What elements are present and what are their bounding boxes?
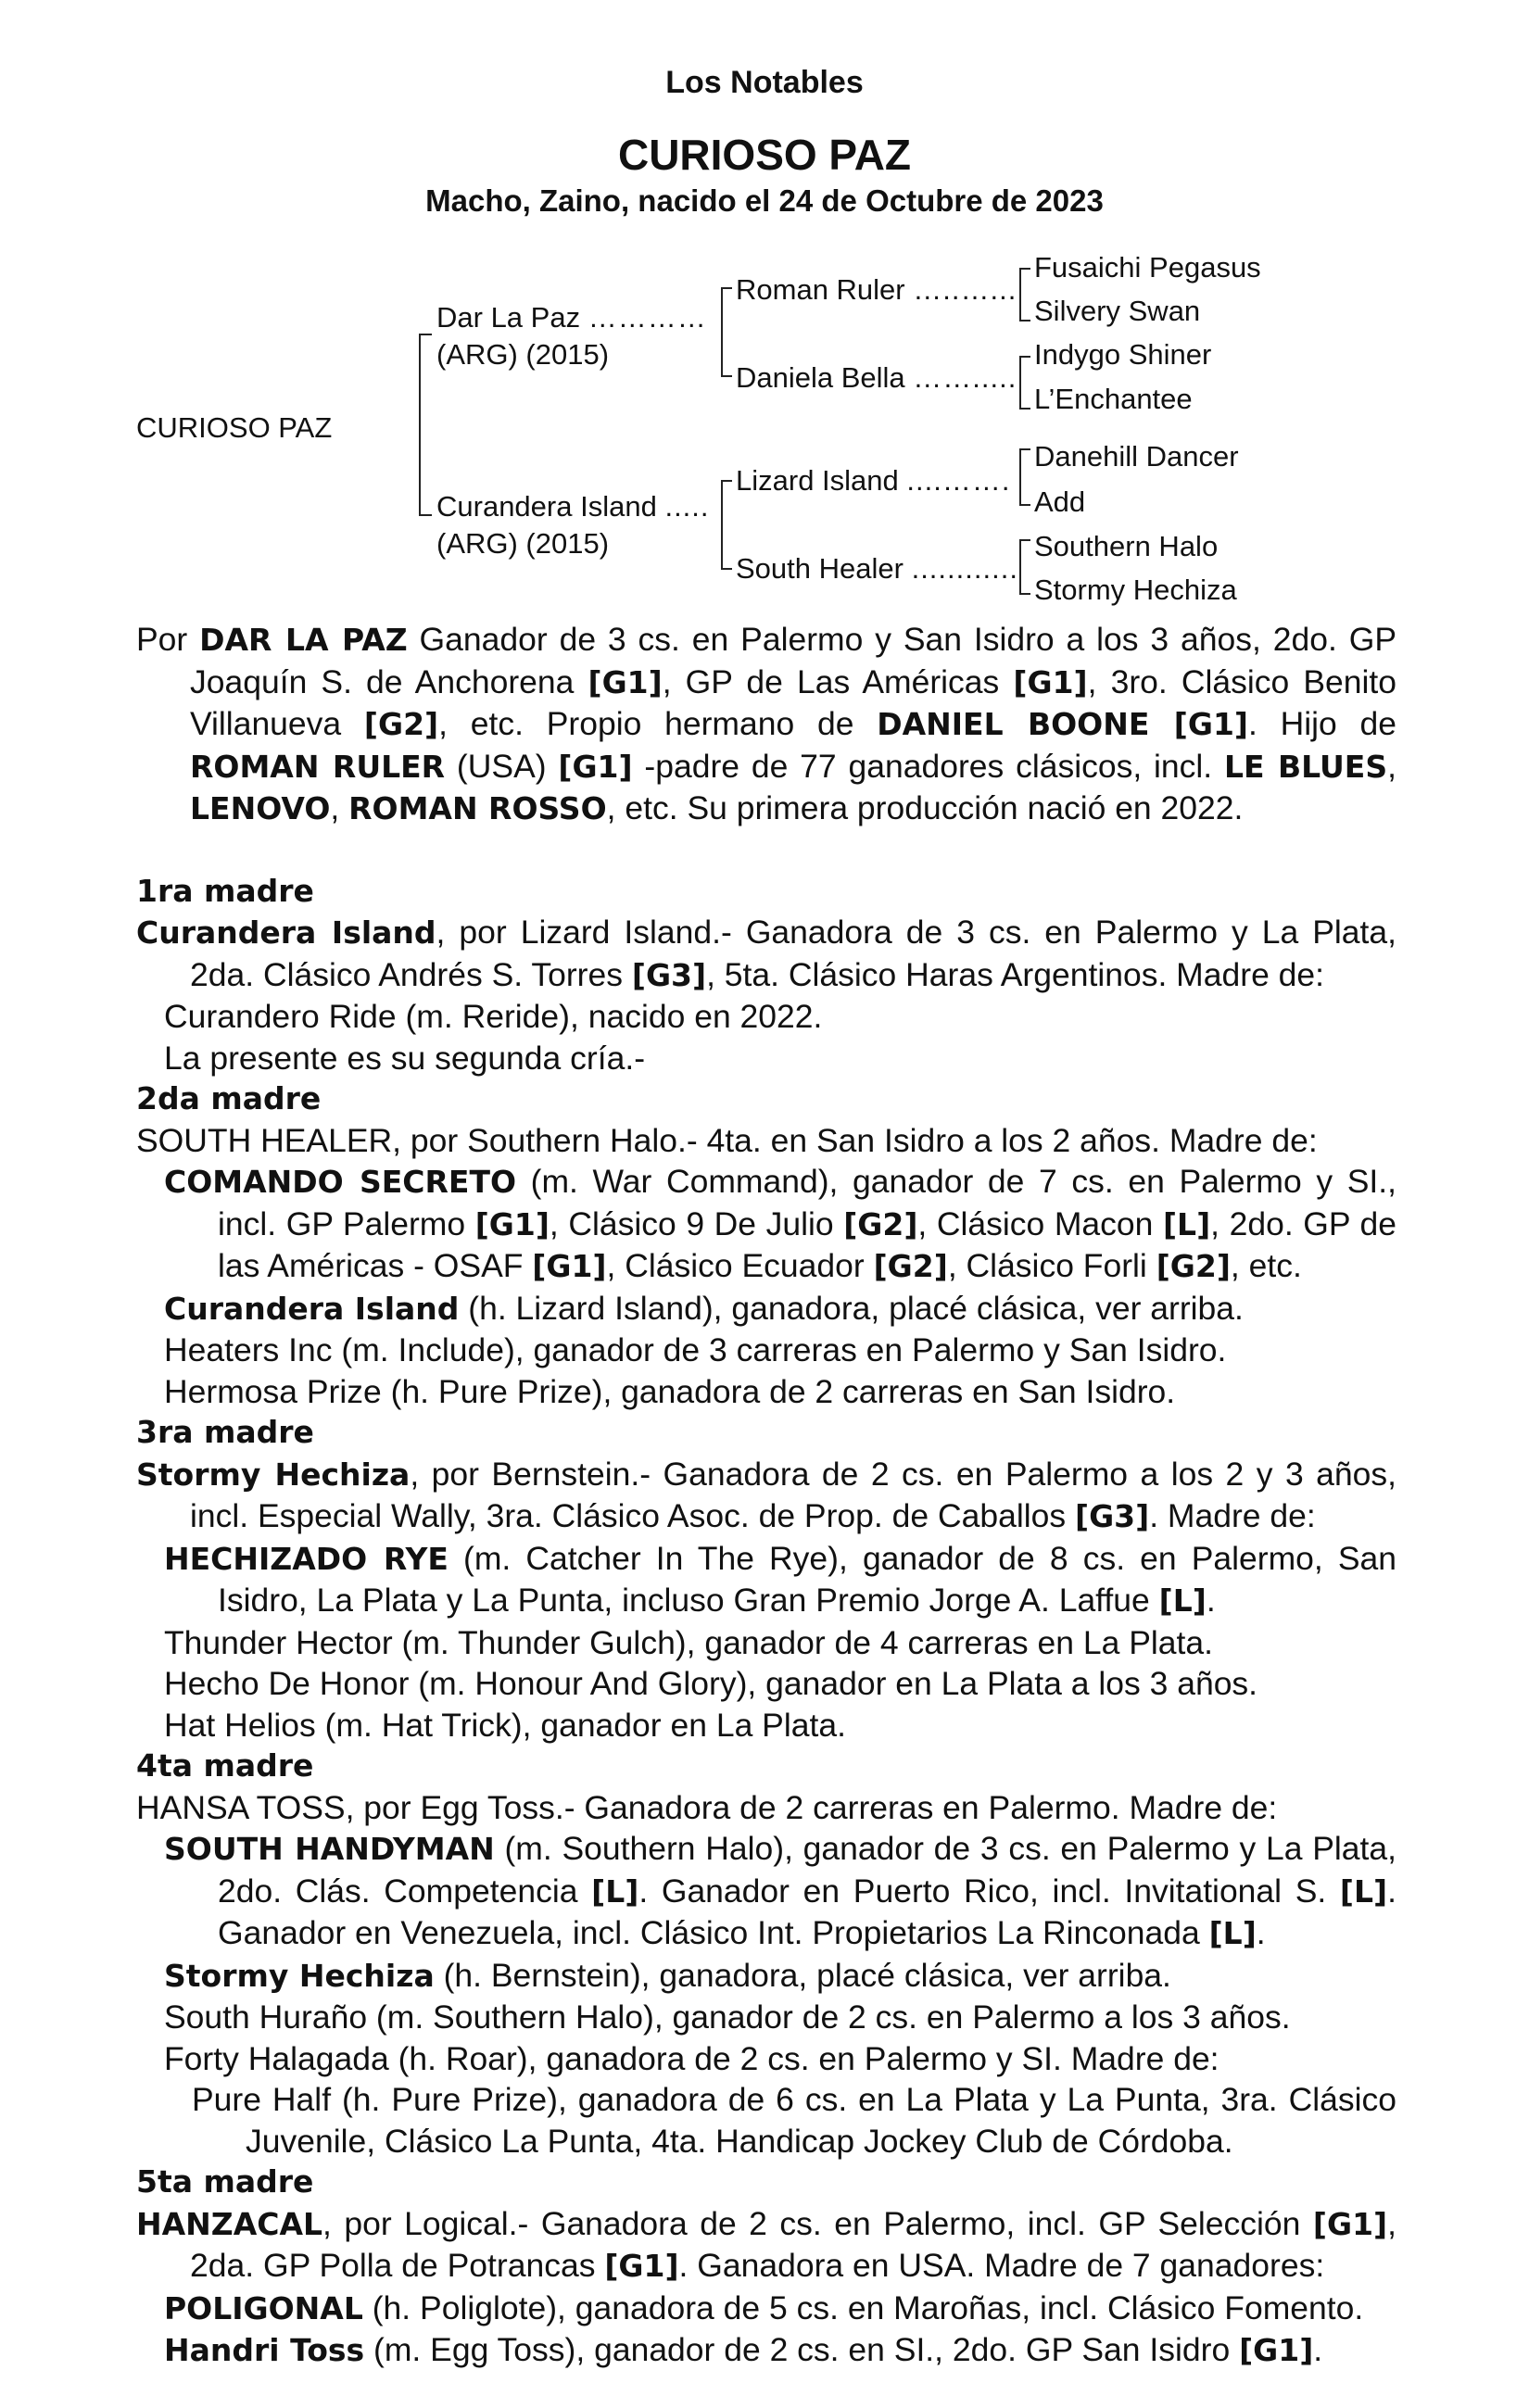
grade-badge: [L] (1162, 1205, 1211, 1242)
text: (h. Lizard Island), ganadora, placé clásica, ver arriba. (459, 1289, 1244, 1327)
grade-badge: [G2] (843, 1205, 918, 1242)
offspring-entry (136, 1288, 1396, 1330)
gg-bracket (1019, 268, 1030, 321)
text: , Clásico 9 De Julio (549, 1204, 844, 1242)
series-title: Los Notables (665, 65, 864, 100)
offspring-entry (136, 1955, 1396, 1998)
grade-badge: [G2] (1156, 1248, 1231, 1284)
grade-badge: [G1] (1013, 663, 1088, 700)
offspring-line: Hermosa Prize (h. Pure Prize), ganadora de 2 carreras en San Isidro. (164, 1372, 1176, 1410)
section-heading-dam5: 5ta madre (136, 2163, 314, 2200)
text: , por Lizard Island.- Ganadora de 3 cs. en Palermo y La Plata, 2da. Clásico Andrés S. Torres (190, 914, 1397, 993)
sibling-name: DANIEL BOONE [G1] (877, 706, 1248, 742)
text: , 2da. GP Polla de Potrancas (190, 2204, 1396, 2284)
offspring-entry (136, 2329, 1396, 2372)
offspring-line: Curandero Ride (m. Reride), nacido en 2022. (164, 998, 823, 1035)
pedigree-dam (436, 489, 710, 524)
offspring-entry (136, 1161, 1396, 1288)
section-heading-dam2: 2da madre (136, 1080, 322, 1116)
grade-badge: [G1] (474, 1205, 550, 1242)
offspring-name: POLIGONAL (164, 2289, 363, 2326)
text: (m. War Command), ganador de 7 cs. en Palermo y SI., incl. GP Palermo (218, 1163, 1397, 1242)
great-grandparent: Add (1034, 485, 1086, 518)
text: . Ganadora en USA. Madre de 7 ganadores: (678, 2247, 1325, 2284)
subject-bracket (419, 334, 421, 515)
text: . Madre de: (1149, 1497, 1316, 1534)
grade-badge: [L] (591, 1872, 639, 1910)
text: (h. Poliglote), ganadora de 5 cs. en Maroñas, incl. Clásico Fomento. (362, 2288, 1364, 2326)
text: , (1387, 747, 1396, 785)
text: (m. Southern Halo), ganador de 3 cs. en Palermo y La Plata, 2do. Clás. Competencia (218, 1830, 1396, 1910)
grade-badge: [L] (1158, 1582, 1207, 1619)
dam3-name: Stormy Hechiza (136, 1456, 411, 1493)
grade-badge: [G1] (1239, 2332, 1314, 2368)
text: . Ganador en Venezuela, incl. Clásico Int. Propietarios La Rinconada (218, 1872, 1396, 1951)
text: , Clásico Ecuador (606, 1247, 874, 1284)
grade-badge: [G2] (873, 1248, 948, 1284)
offspring-entry (136, 2288, 1396, 2330)
text: (USA) (445, 747, 559, 785)
grandparent-name: South Healer (736, 552, 904, 585)
great-grandparent: Danehill Dancer (1034, 440, 1239, 473)
great-grandparent: Fusaichi Pegasus (1034, 251, 1261, 284)
grandparent-name: Daniela Bella (736, 361, 905, 394)
text: (m. Catcher In The Rye), ganador de 8 cs. en Palermo, San Isidro, La Plata y La Punta, incluso Gran Premio Jorge A. Laffue (218, 1539, 1396, 1619)
great-grandparent: Stormy Hechiza (1034, 574, 1237, 606)
text: . Ganador en Puerto Rico, incl. Invitational S. (638, 1872, 1340, 1910)
dam5-paragraph (136, 2203, 1396, 2288)
sire-name: Dar La Paz (436, 301, 581, 334)
sire-name-bold: DAR LA PAZ (199, 622, 408, 658)
winner-name: ROMAN ROSSO (348, 790, 607, 826)
winner-name: LENOVO (190, 790, 331, 826)
grade-badge: [G1] (1312, 2205, 1388, 2242)
section-heading-dam4: 4ta madre (136, 1747, 314, 1784)
grandparent-dots: …..…... (913, 273, 1017, 306)
grandoffspring-entry: Pure Half (h. Pure Prize), ganadora de 6 cs. en La Plata y La Punta, 3ra. Clásico Juvenile, Clásico La Punta, 4ta. Handicap Jockey Club de Córdoba. (192, 2081, 1396, 2160)
great-grandparent: Silvery Swan (1034, 295, 1201, 327)
grade-badge: [G3] (631, 956, 707, 993)
offspring-line: Hat Helios (m. Hat Trick), ganador en La Plata. (164, 1706, 846, 1744)
text: . (1206, 1582, 1216, 1619)
sire-paragraph (136, 619, 1396, 830)
grandparent-dots: ....……. (906, 464, 1011, 497)
dam1-name: Curandera Island (136, 914, 436, 951)
sire-detail: (ARG) (2015) (436, 338, 610, 371)
text: , por Logical.- Ganadora de 2 cs. en Palermo, incl. GP Selección (322, 2204, 1313, 2242)
dam2-intro: SOUTH HEALER, por Southern Halo.- 4ta. en San Isidro a los 2 años. Madre de: (136, 1121, 1318, 1159)
grade-badge: [L] (1208, 1915, 1257, 1951)
text: , Clásico Macon (917, 1204, 1163, 1242)
dam5-name: HANZACAL (136, 2205, 323, 2242)
offspring-entry (136, 1538, 1396, 1622)
great-grandparent: L’Enchantee (1034, 383, 1193, 415)
grandparent-2 (736, 360, 1017, 396)
grade-badge: [G1] (532, 1248, 607, 1284)
grandparent-4 (736, 551, 1018, 586)
great-grandparent: Southern Halo (1034, 530, 1219, 562)
text: , 5ta. Clásico Haras Argentinos. Madre de: (706, 955, 1325, 993)
offspring-name: COMANDO SECRETO (164, 1164, 517, 1200)
offspring-name: Curandera Island (164, 1290, 460, 1327)
dam-bracket (721, 480, 723, 569)
text: -padre de 77 ganadores clásicos, incl. (632, 747, 1224, 785)
section-heading-dam1: 1ra madre (136, 872, 314, 909)
pedigree-sire (436, 300, 707, 335)
offspring-line: Hecho De Honor (m. Honour And Glory), ganador en La Plata a los 3 años. (164, 1665, 1258, 1702)
grandparent-name: Lizard Island (736, 464, 899, 497)
offspring-entry (136, 1828, 1396, 1955)
gg-bracket (1019, 539, 1030, 595)
catalog-body (136, 619, 1396, 2372)
section-heading-dam3: 3ra madre (136, 1414, 314, 1450)
text: . (1313, 2331, 1323, 2368)
grandsire-name: ROMAN RULER (190, 748, 446, 785)
horse-description: Macho, Zaino, nacido el 24 de Octubre de 2023 (425, 183, 1104, 218)
sire-bracket (721, 287, 723, 376)
text: , etc. Propio hermano de (438, 705, 878, 742)
grade-badge: [G3] (1074, 1498, 1150, 1534)
grade-badge: [G1] (588, 663, 663, 700)
dam-dots: ..... (664, 490, 710, 523)
dam3-paragraph (136, 1454, 1396, 1538)
offspring-line: Heaters Inc (m. Include), ganador de 3 carreras en Palermo y San Isidro. (164, 1331, 1227, 1368)
offspring-line: South Huraño (m. Southern Halo), ganador de 2 cs. en Palermo a los 3 años. (164, 1998, 1291, 2036)
gg-bracket (1019, 448, 1030, 506)
grandparent-dots: ............ (911, 552, 1018, 585)
text: . Hijo de (1248, 705, 1397, 742)
text: , 2do. GP de las Américas - OSAF (218, 1204, 1396, 1284)
offspring-name: SOUTH HANDYMAN (164, 1831, 495, 1867)
pedigree-subject: CURIOSO PAZ (136, 411, 333, 444)
grandparent-name: Roman Ruler (736, 273, 905, 306)
dam4-intro: HANSA TOSS, por Egg Toss.- Ganadora de 2 carreras en Palermo. Madre de: (136, 1788, 1278, 1826)
text: , por Bernstein.- Ganadora de 2 cs. en Palermo a los 2 y 3 años, incl. Especial Wally, 3ra. Clásico Asoc. de Prop. de Caballos (190, 1455, 1397, 1534)
offspring-line: La presente es su segunda cría.- (164, 1039, 646, 1077)
text: (m. Egg Toss), ganador de 2 cs. en SI., 2do. GP San Isidro (364, 2331, 1240, 2368)
grandparent-dots: ……..... (913, 361, 1017, 394)
grade-badge: [L] (1339, 1872, 1388, 1910)
text: , GP de Las Américas (662, 662, 1014, 700)
text: Ganador de 3 cs. en Palermo y San Isidro a los 3 años, 2do. GP Joaquín S. de Anchorena (190, 621, 1397, 700)
offspring-name: Handri Toss (164, 2332, 365, 2368)
great-grandparent: Indygo Shiner (1034, 338, 1212, 371)
offspring-line: Forty Halagada (h. Roar), ganadora de 2 cs. en Palermo y SI. Madre de: (164, 2039, 1219, 2077)
dam-detail: (ARG) (2015) (436, 527, 610, 560)
text: Por (136, 621, 200, 658)
winner-name: LE BLUES (1223, 748, 1388, 785)
grandparent-1 (736, 272, 1017, 308)
text: . (1256, 1914, 1266, 1951)
text: , Clásico Forli (947, 1247, 1156, 1284)
grade-badge: [G1] (604, 2248, 679, 2284)
sire-dots: ………… (588, 301, 707, 334)
text: (h. Bernstein), ganadora, placé clásica, ver arriba. (434, 1956, 1171, 1994)
dam1-paragraph (136, 912, 1396, 996)
offspring-name: Stormy Hechiza (164, 1957, 435, 1994)
dam-name: Curandera Island (436, 490, 657, 523)
grade-badge: [G1] (558, 748, 633, 785)
text: , (330, 789, 349, 826)
text: , 3ro. Clásico Benito Villanueva (190, 662, 1396, 742)
offspring-line: Thunder Hector (m. Thunder Gulch), ganador de 4 carreras en La Plata. (164, 1623, 1213, 1661)
grade-badge: [G2] (363, 706, 439, 742)
text: , etc. Su primera producción nació en 2022. (606, 789, 1244, 826)
gg-bracket (1019, 356, 1030, 410)
offspring-name: HECHIZADO RYE (164, 1540, 449, 1577)
text: , etc. (1230, 1247, 1302, 1284)
grandparent-3 (736, 463, 1010, 498)
horse-name-title: CURIOSO PAZ (617, 131, 912, 179)
